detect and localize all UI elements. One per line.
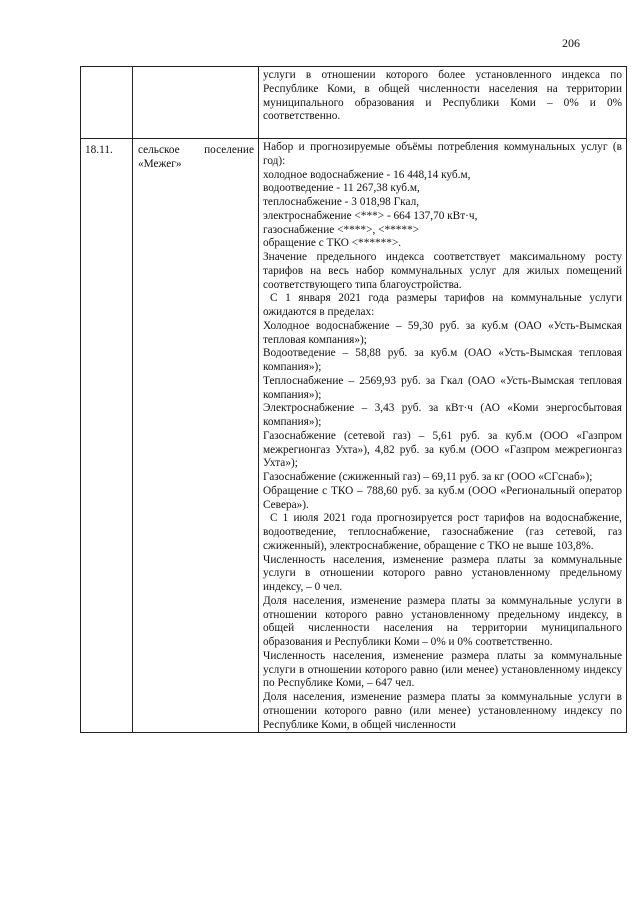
paragraph: Газоснабжение (сжиженный газ) – 69,11 руб. за кг (ООО «СГснаб»); [263, 471, 593, 483]
paragraph: электроснабжение <***> - 664 137,70 кВт·ч, [263, 209, 478, 222]
paragraph: холодное водоснабжение - 16 448,14 куб.м, [263, 168, 471, 181]
table-row-continuation [81, 67, 627, 139]
paragraph: водоотведение - 11 267,38 куб.м, [263, 182, 420, 195]
paragraph: Водоотведение – 58,88 руб. за куб.м (ОАО «Усть-Вымская тепловая компания»); [263, 347, 622, 373]
paragraph: Теплоснабжение – 2569,93 руб. за Гкал (ОАО «Усть-Вымская тепловая компания»); [263, 374, 622, 401]
paragraph: услуги в отношении которого более установленного индекса по Республике Коми, в общей численности населения на территории муниципального образования и Республики Коми – 0% и 0% соответственно. [263, 69, 622, 123]
paragraph: Обращение с ТКО – 788,60 руб. за куб.м (ООО «Региональный оператор Севера»). [263, 484, 622, 511]
municipality-name-cell [133, 67, 259, 139]
row-number-cell [81, 67, 133, 139]
paragraph: обращение с ТКО <******>. [263, 237, 402, 250]
paragraph: Набор и прогнозируемые объёмы потребления коммунальных услуг (в год): [263, 141, 622, 167]
paragraph: Доля населения, изменение размера платы за коммунальные услуги в отношении которого равно установленному предельному индексу, в общей численности населения на территории муниципального образования и Республики Коми – 0% и 0% соответственно. [263, 594, 622, 648]
paragraph: Электроснабжение – 3,43 руб. за кВт·ч (АО «Коми энергосбытовая компания»); [263, 402, 622, 428]
paragraph: Численность населения, изменение размера платы за коммунальные услуги в отношении которого равно установленному предельному индексу, – 0 чел. [263, 553, 622, 593]
paragraph: Численность населения, изменение размера платы за коммунальные услуги в отношении которого равно (или менее) установленному индексу по Республике Коми, – 647 чел. [263, 649, 622, 690]
paragraph: газоснабжение <****>, <*****> [263, 223, 420, 236]
paragraph: Холодное водоснабжение – 59,30 руб. за куб.м (ОАО «Усть-Вымская тепловая компания»); [263, 319, 622, 346]
paragraph: С 1 января 2021 года размеры тарифов на коммунальные услуги ожидаются в пределах: [263, 292, 622, 318]
paragraph: С 1 июля 2021 года прогнозируется рост тарифов на водоснабжение, водоотведение, теплоснабжение, газоснабжение (газ сетевой, газ сжиженный), электроснабжение, обращение с ТКО не выше 103,8%. [263, 512, 622, 552]
paragraph: Значение предельного индекса соответствует максимальному росту тарифов на весь набор коммунальных услуг для жилых помещений соответствующего типа благоустройства. [263, 251, 622, 291]
municipality-name-cell: сельское поселение «Межег» [133, 139, 259, 733]
paragraph: теплоснабжение - 3 018,98 Гкал, [263, 196, 420, 208]
page-number: 206 [562, 36, 580, 50]
description-cell [259, 67, 627, 139]
description-cell [259, 139, 627, 733]
table-row-18-11 [81, 139, 627, 733]
paragraph: Газоснабжение (сетевой газ) – 5,61 руб. за куб.м (ООО «Газпром межрегионгаз Ухта»), 4,82 руб. за куб.м (ООО «Газпром межрегионгаз Ухта»); [263, 429, 622, 470]
document-table [80, 66, 627, 733]
row-number-cell: 18.11. [81, 139, 133, 733]
paragraph: Доля населения, изменение размера платы за коммунальные услуги в отношении которого равно (или менее) установленному индексу по Республике Коми, в общей численности [263, 691, 622, 731]
